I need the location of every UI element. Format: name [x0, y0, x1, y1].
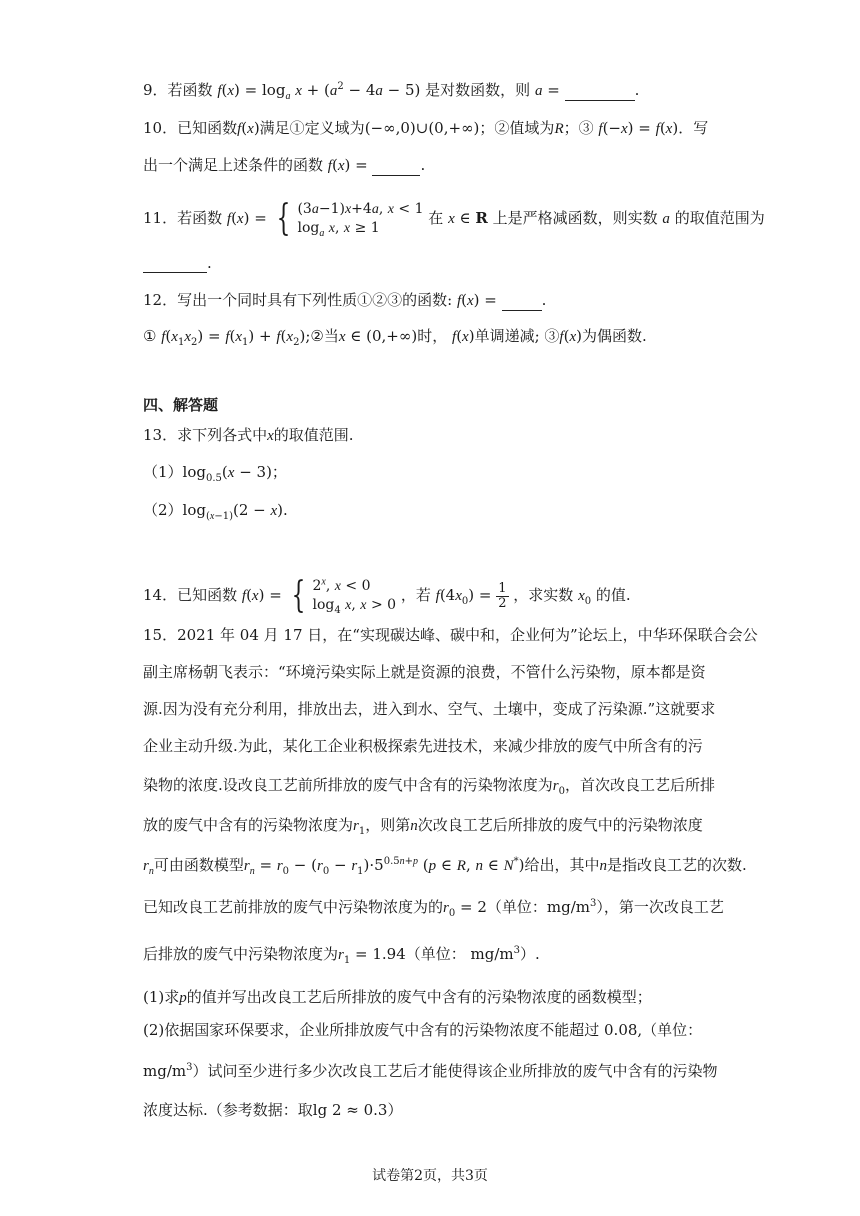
question-9: 9．若函数 $f(x) = \log_a x + (a^2 - 4a - 5)$ 是对数函数，则 a = . [143, 81, 640, 102]
question-15-sub2-line2: $mg/m^3$）试问至少进行多少次改良工艺后才能使得该企业所排放的废气中含有的污染物 [143, 1062, 718, 1080]
question-15-line8: 已知改良工艺前排放的废气中污染物浓度为的$r_0 = 2$（单位：$mg/m^3$），第一次改良工艺 [143, 898, 724, 919]
question-15-sub2: (2)依据国家环保要求，企业所排放废气中含有的污染物浓度不能超过 0.08,（单位： [143, 1021, 703, 1039]
piecewise-brace: { (3a−1)x+4a, x < 1 $\log_a x$, x ≥ 1 [276, 198, 424, 239]
question-15-line6: 放的废气中含有的污染物浓度为$r_1$，则第n次改良工艺后所排放的废气中的污染物浓度 [143, 816, 703, 837]
section-title: 四、解答题 [143, 396, 219, 414]
question-12: 12．写出一个同时具有下列性质①②③的函数: f(x) = . [143, 291, 547, 309]
question-11: 11．若函数 f(x) = { (3a−1)x+4a, x < 1 $\log_a x$, x ≥ 1 在 x ∈ R 上是严格减函数，则实数 a 的取值范围为 [143, 198, 765, 239]
question-10-line2: 出一个满足上述条件的函数 f(x) = . [143, 156, 426, 174]
piecewise-brace-14: { 2$^x$, x < 0 $\log_4 x$, x > 0 [291, 575, 397, 616]
question-10: 10．已知函数f(x)满足①定义域为(−∞,0)∪(0,+∞)；②值域为R；③ f(−x) = f(x)．写 [143, 119, 709, 137]
question-15-line1: 15．2021 年 04 月 17 日，在“实现碳达峰、碳中和，企业何为”论坛上，中华环保联合会公 [143, 626, 758, 644]
question-13-part2: $(2)\log_{(x-1)}(2 - x)$. [143, 501, 288, 522]
answer-blank-12[interactable] [502, 294, 542, 311]
page-footer: 试卷第2页，共3页 [372, 1168, 488, 1184]
question-15-line4: 企业主动升级.为此，某化工企业积极探索先进技术，来减少排放的废气中所含有的污 [143, 737, 703, 755]
question-14: 14．已知函数 f(x) = { 2$^x$, x < 0 $\log_4 x$, x > 0 ，若 $f(4x_0)$ = $\frac{1}{2}$ ，求实数 $x_0$ 的值. [143, 575, 631, 616]
question-11-line2: . [143, 253, 212, 273]
question-13: 13．求下列各式中x的取值范围. [143, 426, 354, 444]
question-15-line2: 副主席杨朝飞表示：“环境污染实际上就是资源的浪费，不管什么污染物，原本都是资 [143, 663, 706, 681]
question-12-line2: ① $f(x_1x_2) = f(x_1)$ + $f(x_2);②$当x ∈ (0,+∞)时， f(x)单调递减; ③f(x)为偶函数. [143, 327, 647, 348]
question-15-sub2-line3: 浓度达标.（参考数据：取lg 2 ≈ 0.3） [143, 1101, 403, 1119]
question-15-sub1: (1)求p的值并写出改良工艺后所排放的废气中含有的污染物浓度的函数模型； [143, 988, 652, 1006]
answer-blank-9[interactable] [565, 84, 635, 101]
question-13-part1: $(1)\log_{0.5}(x - 3)$； [143, 463, 287, 484]
question-15-line5: 染物的浓度.设改良工艺前所排放的废气中含有的污染物浓度为$r_0$，首次改良工艺后所排 [143, 776, 716, 797]
question-15-line3: 源.因为没有充分利用，排放出去，进入到水、空气、土壤中，变成了污染源.”这就要求 [143, 700, 716, 718]
question-15-line7: $r_n$可由函数模型$r_n = r_0 - (r_0 - r_1)\cdot 5^{0.5n+p}$ (p ∈ R, n ∈ N*)给出，其中n是指改良工艺的次数. [143, 856, 747, 877]
answer-blank-11[interactable] [143, 256, 207, 273]
question-15-line9: 后排放的废气中污染物浓度为$r_1 = 1.94$（单位： $mg/m^3$）. [143, 945, 540, 966]
answer-blank-10[interactable] [372, 159, 420, 176]
